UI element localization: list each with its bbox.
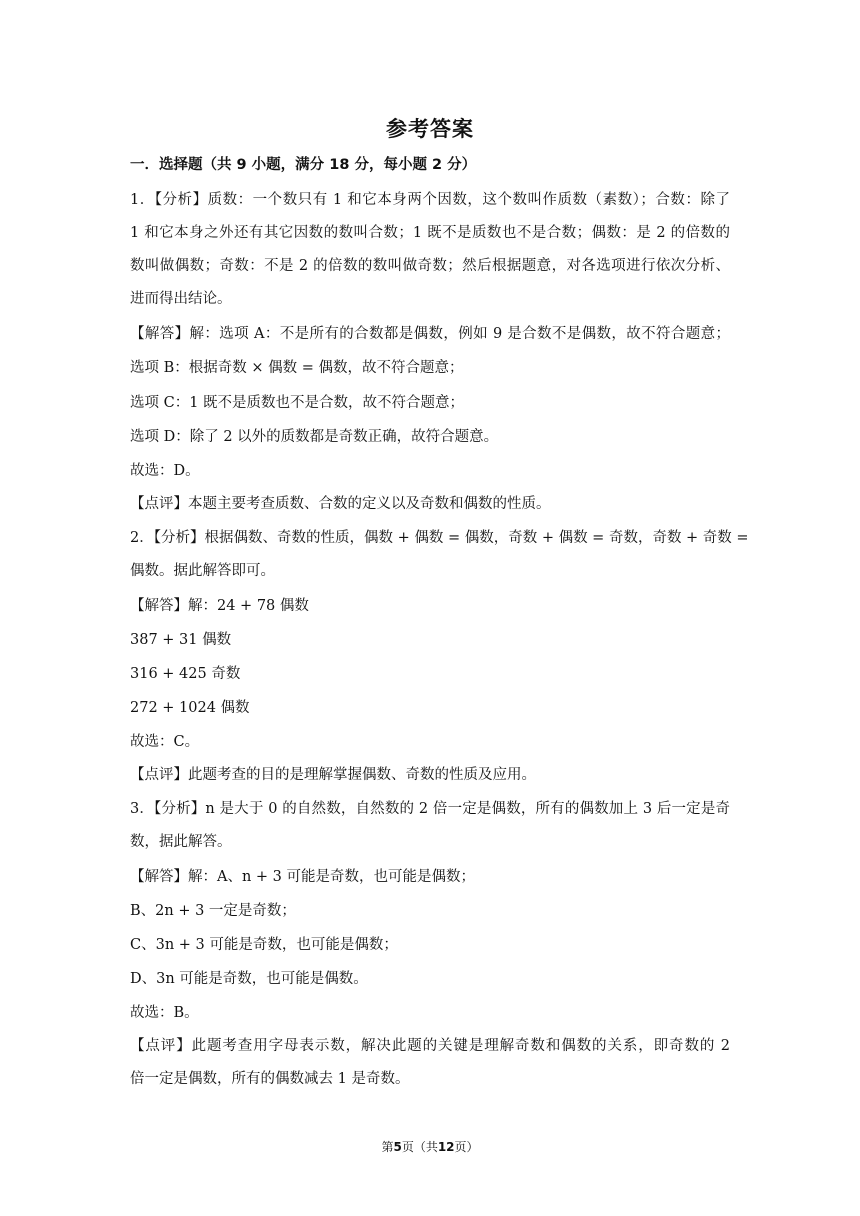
text-line: D、3n 可能是奇数，也可能是偶数。 <box>130 971 368 987</box>
text-line: 387 + 31 偶数 <box>130 632 232 648</box>
text-line: 272 + 1024 偶数 <box>130 700 250 716</box>
page-title: 参考答案 <box>386 117 474 141</box>
text-line: 【点评】此题考查的目的是理解掌握偶数、奇数的性质及应用。 <box>130 767 536 783</box>
text-line: 故选：C。 <box>130 734 200 750</box>
section-heading: 一．选择题（共 9 小题，满分 18 分，每小题 2 分） <box>130 157 477 173</box>
text-line: 选项 D：除了 2 以外的质数都是奇数正确，故符合题意。 <box>130 429 499 445</box>
footer-prefix: 第 <box>381 1140 394 1154</box>
text-line: 【解答】解：选项 A：不是所有的合数都是偶数，例如 9 是合数不是偶数，故不符合题意； <box>130 326 730 342</box>
text-line: 【点评】本题主要考查质数、合数的定义以及奇数和偶数的性质。 <box>130 496 551 512</box>
text-line: 选项 B：根据奇数 × 偶数 = 偶数，故不符合题意； <box>130 360 464 376</box>
text-line: 1．【分析】质数：一个数只有 1 和它本身两个因数，这个数叫作质数（素数）；合数：除了 <box>130 192 730 208</box>
text-line: 故选：D。 <box>130 463 200 479</box>
text-line: 【点评】此题考查用字母表示数，解决此题的关键是理解奇数和偶数的关系，即奇数的 2 <box>130 1038 730 1054</box>
text-line: 【解答】解：24 + 78 偶数 <box>130 598 309 614</box>
footer-total-pages: 12 <box>437 1140 455 1154</box>
text-line: 316 + 425 奇数 <box>130 666 241 682</box>
text-line: 数，据此解答。 <box>130 834 232 850</box>
text-line: 3．【分析】n 是大于 0 的自然数，自然数的 2 倍一定是偶数，所有的偶数加上 3 后一定是奇 <box>130 801 730 817</box>
text-line: 【解答】解：A、n + 3 可能是奇数，也可能是偶数； <box>130 869 476 885</box>
footer-page-number: 5 <box>393 1140 402 1154</box>
text-line: 偶数。据此解答即可。 <box>130 563 275 579</box>
text-line: B、2n + 3 一定是奇数； <box>130 903 296 919</box>
page-footer <box>0 1138 860 1155</box>
text-line: 故选：B。 <box>130 1005 199 1021</box>
text-line: 数叫做偶数；奇数：不是 2 的倍数的数叫做奇数；然后根据题意，对各选项进行依次分析、 <box>130 258 730 274</box>
text-line: 倍一定是偶数，所有的偶数减去 1 是奇数。 <box>130 1071 410 1087</box>
footer-suffix: 页） <box>454 1140 479 1154</box>
text-line: 选项 C：1 既不是质数也不是合数，故不符合题意； <box>130 395 465 411</box>
text-line: 2．【分析】根据偶数、奇数的性质，偶数 + 偶数 = 偶数，奇数 + 偶数 = 奇数，奇数 + 奇数 = <box>130 530 749 546</box>
text-line: 进而得出结论。 <box>130 291 232 307</box>
text-line: C、3n + 3 可能是奇数，也可能是偶数； <box>130 937 398 953</box>
text-line: 1 和它本身之外还有其它因数的数叫合数；1 既不是质数也不是合数；偶数：是 2 的倍数的 <box>130 225 730 241</box>
footer-middle: 页（共 <box>401 1140 438 1154</box>
